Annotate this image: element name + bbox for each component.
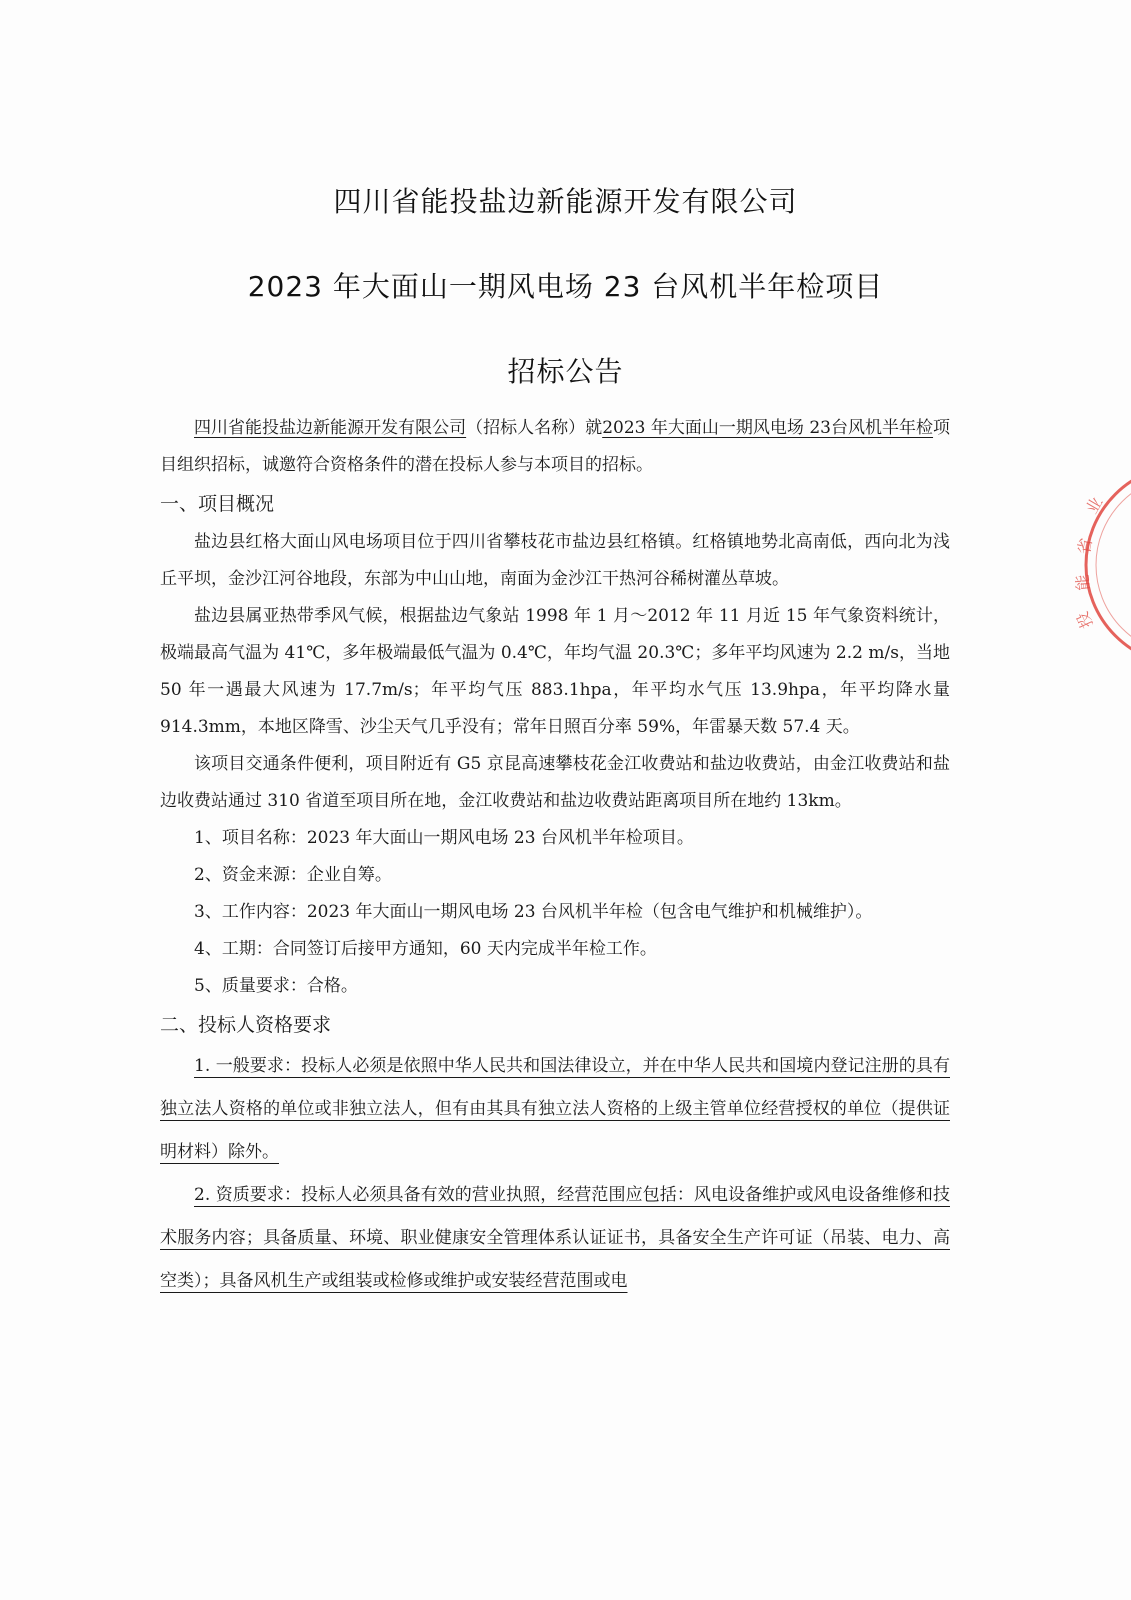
project-item-4: 4、工期：合同签订后接甲方通知，60 天内完成半年检工作。	[194, 939, 657, 959]
requirement-general: 1. 一般要求：投标人必须是依照中华人民共和国法律设立，并在中华人民共和国境内登记注册的具有独立法人资格的单位或非独立法人，但有由其具有独立法人资格的上级主管单位经营授权的单位（提供证明材料）除外。	[160, 1056, 950, 1162]
company-seal-stamp	[1071, 455, 1131, 675]
notice-title: 招标公告	[507, 355, 624, 388]
intro-mid: （招标人名称）就	[466, 418, 603, 438]
project-title: 2023 年大面山一期风电场 23 台风机半年检项目	[247, 270, 884, 303]
overview-paragraph-3: 该项目交通条件便利，项目附近有 G5 京昆高速攀枝花金江收费站和盐边收费站，由金江收费站和盐边收费站通过 310 省道至项目所在地，金江收费站和盐边收费站距离项目所在地约 13km。	[160, 754, 950, 811]
intro-company: 四川省能投盐边新能源开发有限公司	[194, 418, 467, 438]
intro-tail: 项目组织招标，诚邀符合资格条件的潜在投标人参与本项目的招标。	[160, 418, 951, 475]
project-item-1: 1、项目名称：2023 年大面山一期风电场 23 台风机半年检项目。	[194, 828, 694, 848]
project-item-5: 5、质量要求：合格。	[194, 976, 358, 996]
project-item-2: 2、资金来源：企业自筹。	[194, 865, 392, 885]
company-title: 四川省能投盐边新能源开发有限公司	[333, 185, 798, 218]
section2-heading: 二、投标人资格要求	[160, 1014, 332, 1036]
svg-text:业: 业	[1082, 493, 1107, 517]
svg-text:投: 投	[1072, 608, 1097, 632]
document-body	[160, 410, 950, 1303]
overview-paragraph-1: 盐边县红格大面山风电场项目位于四川省攀枝花市盐边县红格镇。红格镇地势北高南低，西向北为浅丘平坝，金沙江河谷地段，东部为中山山地，南面为金沙江干热河谷稀树灌丛草坡。	[160, 532, 950, 589]
intro-project-2: 台风机半年检	[830, 418, 934, 438]
overview-paragraph-2: 盐边县属亚热带季风气候，根据盐边气象站 1998 年 1 月～2012 年 11 月近 15 年气象资料统计，极端最高气温为 41℃，多年极端最低气温为 0.4℃，年均气温 20.3℃；多年平均风速为 2.2 m/s，当地 50 年一遇最大风速为 17.7m/s；年平均气压 883.1hpa，年平均水气压 13.9hpa，年平均降水量 914.3mm，本地区降雪、沙尘天气几乎没有；常年日照百分率 59%，年雷暴天数 57.4 天。	[160, 606, 950, 737]
intro-project-1: 2023 年大面山一期风电场 23	[602, 418, 831, 438]
project-item-3: 3、工作内容：2023 年大面山一期风电场 23 台风机半年检（包含电气维护和机械维护）。	[194, 902, 873, 922]
svg-text:能: 能	[1072, 573, 1093, 592]
svg-text:省: 省	[1074, 536, 1096, 556]
intro-paragraph	[160, 410, 950, 484]
requirement-qualification: 2. 资质要求：投标人必须具备有效的营业执照，经营范围应包括：风电设备维护或风电设备维修和技术服务内容；具备质量、环境、职业健康安全管理体系认证证书，具备安全生产许可证（吊装、电力、高空类）；具备风机生产或组装或检修或维护或安装经营范围或电	[160, 1185, 950, 1291]
section1-heading: 一、项目概况	[160, 493, 275, 515]
